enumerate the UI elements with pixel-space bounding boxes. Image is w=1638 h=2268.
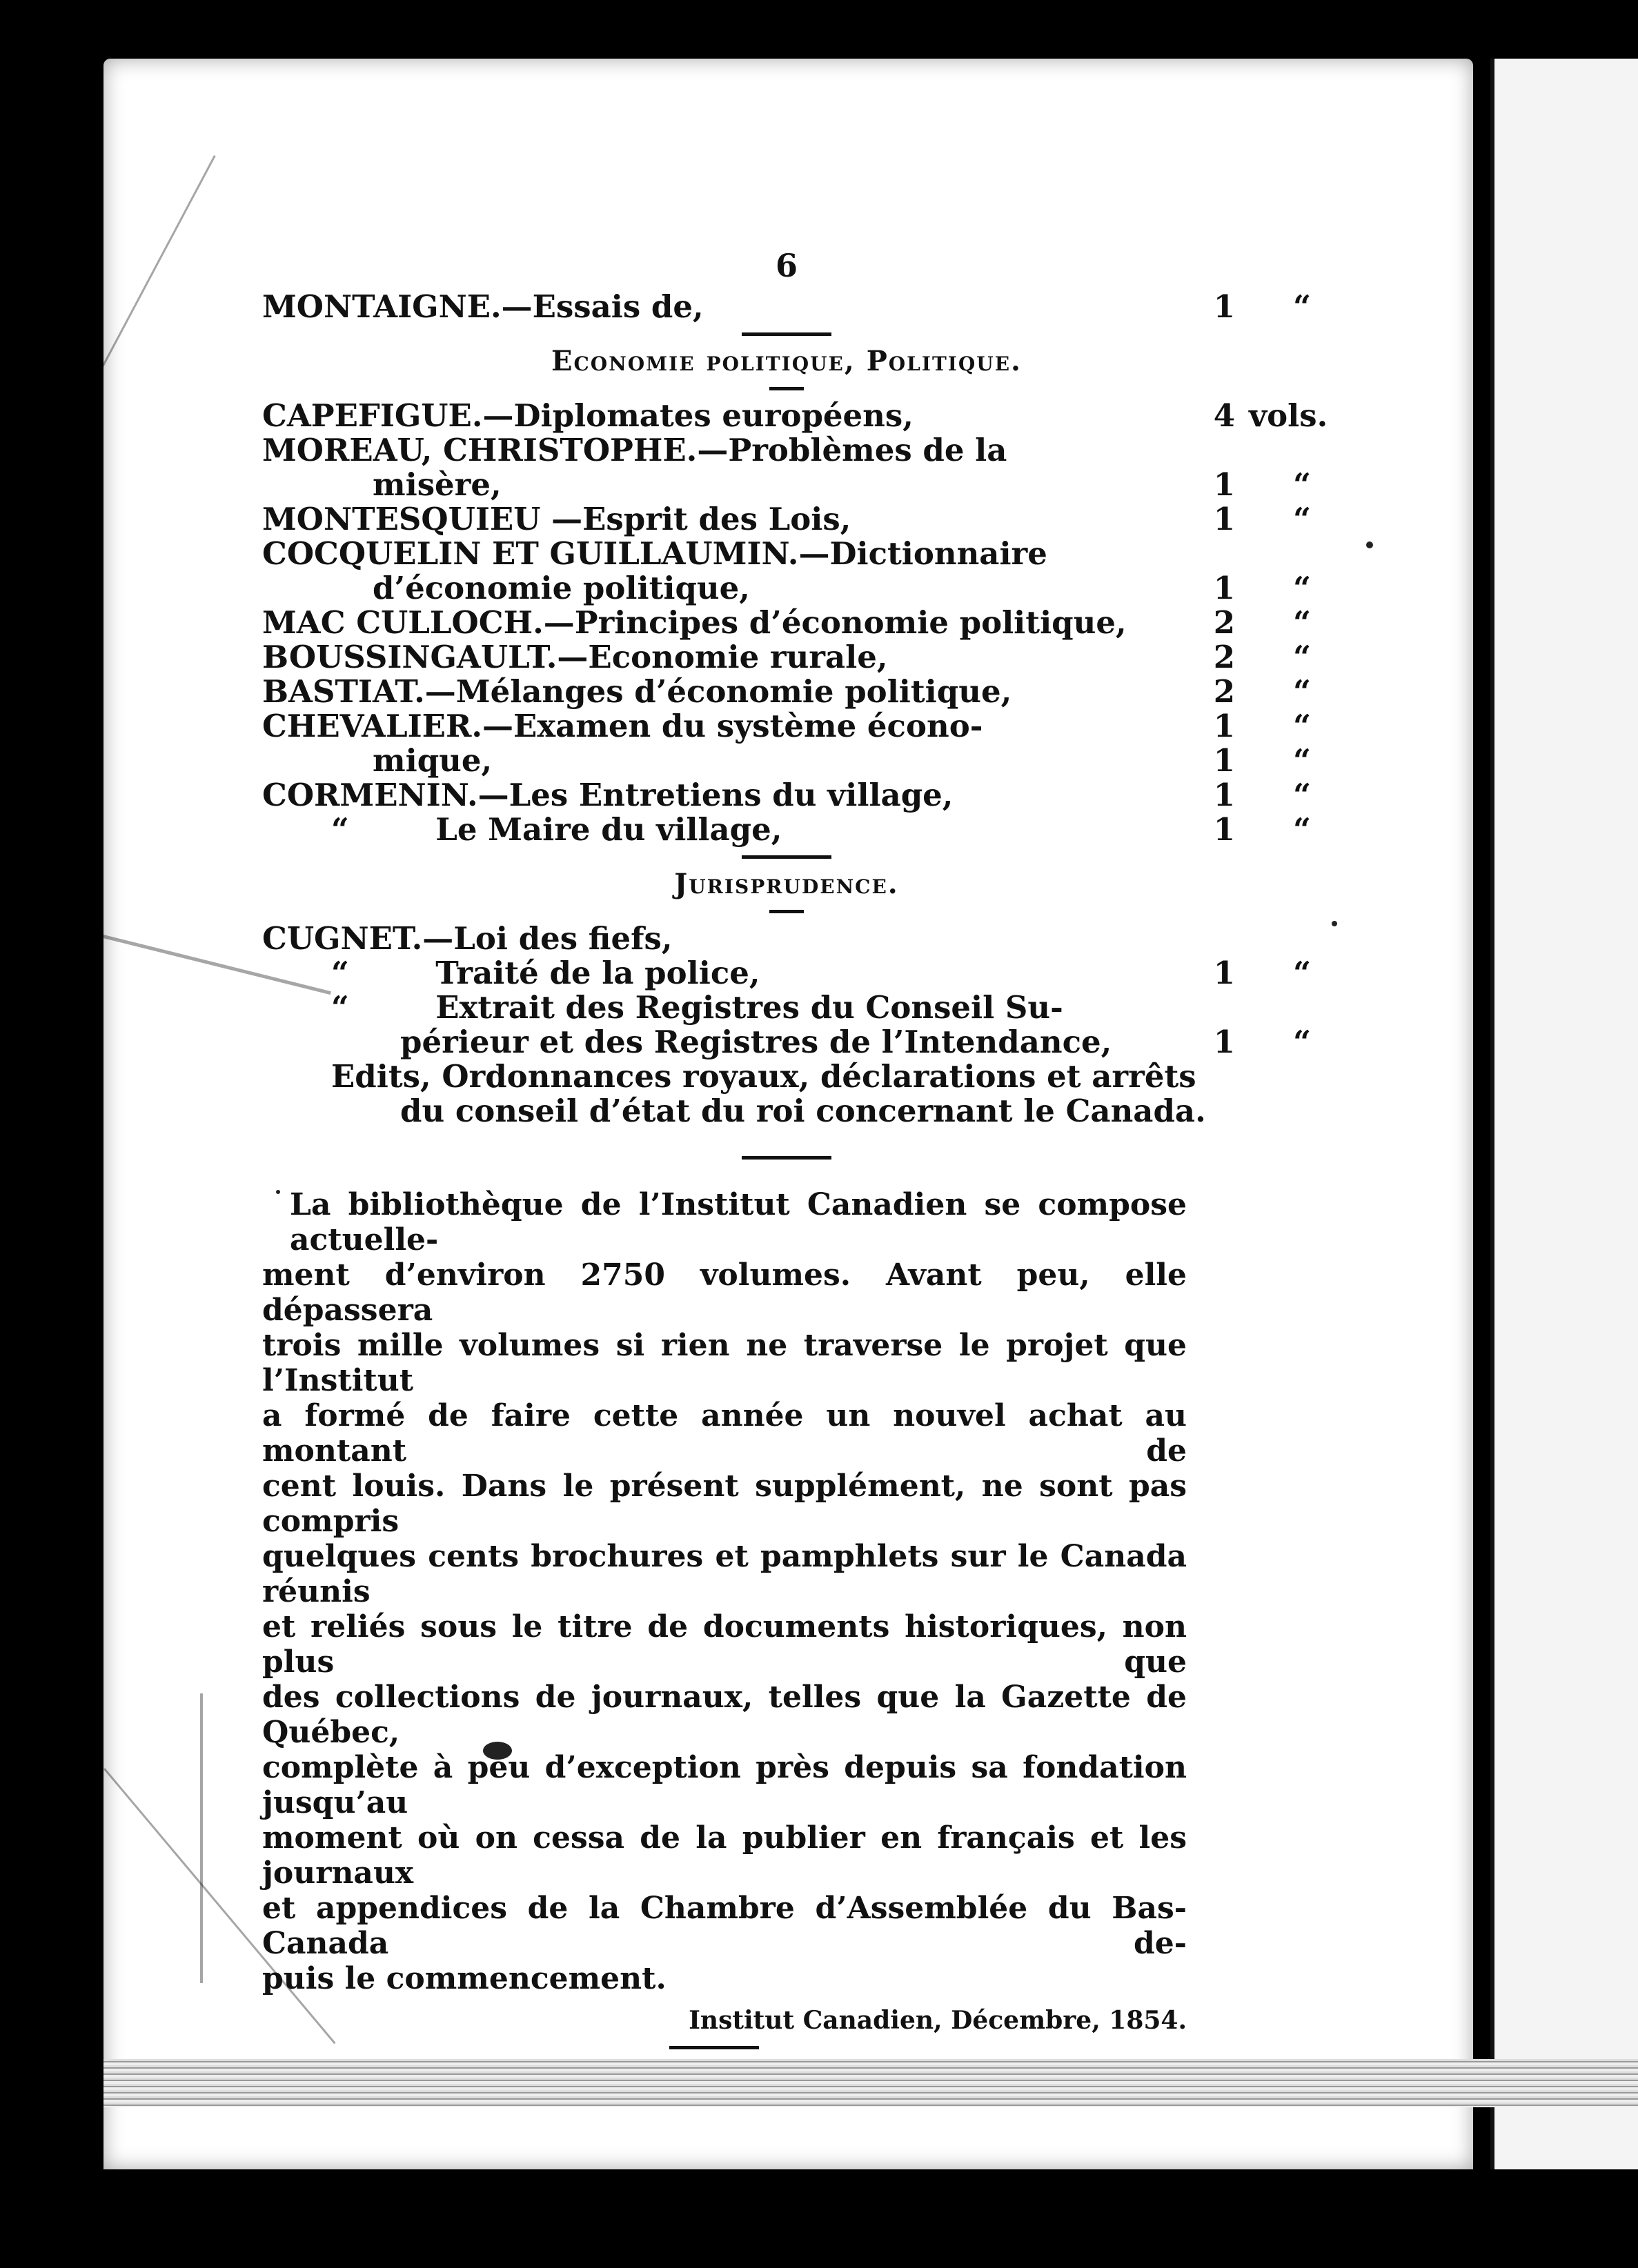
entry-volumes: 1	[1213, 570, 1235, 606]
entry-unit: “	[1293, 604, 1311, 641]
document-page	[103, 59, 1473, 2169]
entry-volumes: 1	[1213, 1024, 1235, 1060]
entry-unit: “	[1293, 501, 1311, 537]
entry-unit: “	[1293, 777, 1311, 813]
scan-scratch	[200, 1693, 203, 1983]
entry-volumes: 1	[1213, 501, 1235, 537]
paragraph-line: et appendices de la Chambre d’Assemblée du Bas-Canada de-	[262, 1891, 1187, 1961]
section-heading: Jurisprudence.	[674, 868, 899, 900]
entry-text: CHEVALIER.—Examen du système écono-	[262, 708, 983, 744]
entry-volumes: 4	[1213, 397, 1235, 434]
entry-unit: “	[1293, 708, 1311, 744]
catalog-entry	[262, 1094, 1311, 1128]
entry-text: périeur et des Registres de l’Intendance,	[400, 1024, 1112, 1060]
entry-unit: “	[1293, 466, 1311, 503]
signature: Institut Canadien, Décembre, 1854.	[689, 2006, 1187, 2035]
catalog-entry	[262, 813, 1311, 847]
entry-text: MOREAU, CHRISTOPHE.—Problèmes de la	[262, 432, 1007, 468]
entry-text: “ Traité de la police,	[331, 955, 760, 991]
entry-unit: “	[1293, 955, 1311, 991]
entry-unit: “	[1293, 639, 1311, 675]
catalog-sections	[262, 344, 1328, 1129]
catalog-entry	[262, 922, 1311, 956]
paragraph-line: moment où on cessa de la publier en français et les journaux	[262, 1820, 1187, 1891]
catalog-entry	[262, 991, 1311, 1025]
divider	[769, 387, 804, 390]
catalog-entry	[262, 502, 1311, 537]
entry-text: “ Le Maire du village,	[331, 811, 782, 848]
scan-scratch	[103, 155, 216, 473]
catalog-entry	[262, 468, 1311, 502]
entry-text: Edits, Ordonnances royaux, déclarations et arrêts	[331, 1058, 1196, 1095]
catalog-entry	[262, 397, 1328, 434]
entry-volumes: 1	[1213, 742, 1235, 779]
catalog-entry	[262, 709, 1311, 744]
adjacent-page-edge	[1490, 59, 1638, 2169]
entry-text: MONTAIGNE.—Essais de,	[262, 288, 704, 325]
entry-text: CAPEFIGUE.—Diplomates européens,	[262, 397, 914, 434]
entry-volumes: 2	[1213, 639, 1235, 675]
paragraph-line: des collections de journaux, telles que la Gazette de Québec,	[262, 1680, 1187, 1750]
catalog-entry	[262, 744, 1311, 778]
entry-volumes: 1	[1213, 955, 1235, 991]
scan-bottom-band	[103, 2059, 1638, 2107]
divider	[742, 855, 831, 859]
entry-volumes: 1	[1213, 811, 1235, 848]
paragraph-line: ment d’environ 2750 volumes. Avant peu, elle dépassera	[262, 1257, 1187, 1328]
entry-text: CORMENIN.—Les Entretiens du village,	[262, 777, 954, 813]
catalog-entry	[262, 537, 1311, 571]
entry-volumes: 1	[1213, 708, 1235, 744]
entry-text: MAC CULLOCH.—Principes d’économie politique,	[262, 604, 1127, 641]
entry-text: mique,	[373, 742, 493, 779]
entry-text: BOUSSINGAULT.—Economie rurale,	[262, 639, 888, 675]
entry-unit: “	[1293, 570, 1311, 606]
entry-volumes: 1	[1213, 288, 1235, 325]
divider	[742, 332, 831, 336]
entry-unit: vols.	[1249, 397, 1328, 434]
catalog-entry	[262, 778, 1311, 813]
divider	[669, 2046, 759, 2049]
entry-unit: “	[1293, 811, 1311, 848]
entry-volumes: 1	[1213, 777, 1235, 813]
entry-unit: “	[1293, 673, 1311, 710]
entry-text: du conseil d’état du roi concernant le Canada.	[400, 1093, 1206, 1129]
entry-volumes: 2	[1213, 673, 1235, 710]
page-content	[262, 228, 1328, 2058]
paragraph-line: et reliés sous le titre de documents historiques, non plus que	[262, 1609, 1187, 1680]
entry-text: “ Extrait des Registres du Conseil Su-	[331, 989, 1063, 1026]
catalog-entry	[262, 571, 1311, 606]
catalog-entry	[262, 1025, 1311, 1060]
catalog-entry	[262, 640, 1311, 675]
entry-volumes: 1	[1213, 466, 1235, 503]
paragraph-line: trois mille volumes si rien ne traverse le projet que l’Institut	[262, 1328, 1187, 1398]
entry-unit: “	[1293, 288, 1311, 325]
entry-text: misère,	[373, 466, 502, 503]
section-heading: Economie politique, Politique.	[551, 345, 1022, 377]
divider	[742, 1156, 831, 1160]
entry-unit: “	[1293, 1024, 1311, 1060]
paragraph-line: quelques cents brochures et pamphlets sur le Canada réunis	[262, 1539, 1187, 1609]
scan-speck	[1366, 541, 1373, 548]
entry-volumes: 2	[1213, 604, 1235, 641]
paragraph-line: a formé de faire cette année un nouvel achat au montant de	[262, 1398, 1187, 1469]
entry-text: d’économie politique,	[373, 570, 750, 606]
closing-paragraph	[262, 1187, 1187, 1996]
catalog-entry	[262, 1060, 1311, 1094]
divider	[769, 910, 804, 913]
catalog-entry	[262, 675, 1311, 709]
entry-text: BASTIAT.—Mélanges d’économie politique,	[262, 673, 1012, 710]
paragraph-line: cent louis. Dans le présent supplément, ne sont pas compris	[262, 1469, 1187, 1539]
entry-unit: “	[1293, 742, 1311, 779]
entry-text: MONTESQUIEU —Esprit des Lois,	[262, 501, 851, 537]
paragraph-line: La bibliothèque de l’Institut Canadien se compose actuelle-	[290, 1187, 1187, 1257]
paragraph-line: puis le commencement.	[262, 1961, 667, 1996]
catalog-entry	[262, 956, 1311, 991]
catalog-entry	[262, 290, 1311, 324]
entry-text: CUGNET.—Loi des fiefs,	[262, 920, 673, 957]
page-number: 6	[775, 247, 798, 284]
paragraph-line: complète à peu d’exception près depuis sa fondation jusqu’au	[262, 1750, 1187, 1820]
catalog-entry	[262, 606, 1311, 640]
scan-speck	[1332, 921, 1337, 926]
entry-text: COCQUELIN ET GUILLAUMIN.—Dictionnaire	[262, 535, 1047, 572]
catalog-entry	[262, 433, 1311, 468]
